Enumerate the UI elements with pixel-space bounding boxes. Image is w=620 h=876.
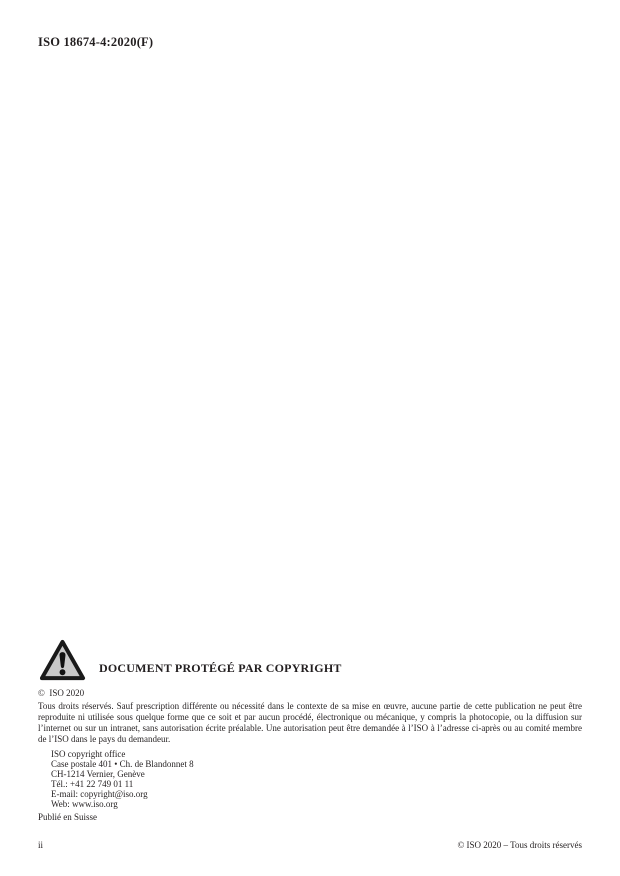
footer-copyright-notice: © ISO 2020 – Tous droits réservés xyxy=(457,840,582,850)
published-in-line: Publié en Suisse xyxy=(38,812,98,822)
footer-page-number: ii xyxy=(38,840,44,850)
address-line-office: ISO copyright office xyxy=(51,749,126,759)
copyright-body-text: Tous droits réservés. Sauf prescription différente ou nécessité dans le contexte de sa mise en œuvre, aucune partie de cette publication ne peut être reproduite ni utilisée sous quelque forme que ce soit et par aucun procédé, électronique ou mécanique, y compris la photocopie, ou la diffusion sur l’internet ou sur un intranet, sans autorisation écrite préalable. Une autorisation peut être demandée à l’ISO à l’adresse ci-après ou au comité membre de l’ISO dans le pays du demandeur. xyxy=(38,701,582,744)
copyright-heading-row xyxy=(38,637,582,683)
copyright-section xyxy=(38,637,582,823)
copyright-title: DOCUMENT PROTÉGÉ PAR COPYRIGHT xyxy=(99,661,342,675)
address-line-email: E-mail: copyright@iso.org xyxy=(51,789,148,799)
address-line-phone: Tél.: +41 22 749 01 11 xyxy=(51,779,134,789)
iso-address-block xyxy=(51,749,582,809)
page-footer xyxy=(38,840,582,850)
copyright-year-notice: © ISO 2020 xyxy=(38,688,85,698)
address-line-city: CH-1214 Vernier, Genève xyxy=(51,769,145,779)
warning-triangle-icon xyxy=(38,637,87,683)
document-reference: ISO 18674-4:2020(F) xyxy=(38,35,154,49)
address-line-web: Web: www.iso.org xyxy=(51,799,118,809)
address-line-street: Case postale 401 • Ch. de Blandonnet 8 xyxy=(51,759,194,769)
